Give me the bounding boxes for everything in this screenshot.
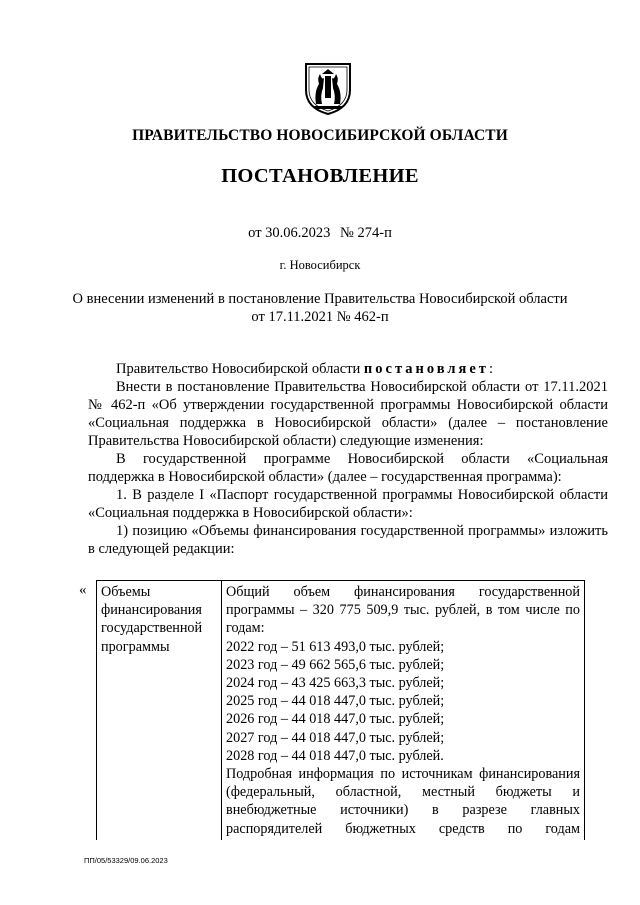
- body-paragraph-2: Внести в постановление Правительства Новосибирской области от 17.11.2021 № 462-п «Об утверждении государственной программы Новосибирской области «Социальная поддержка в Новосибирской области» (далее – постановление Правительства Новосибирской области) следующие изменения:: [88, 379, 608, 449]
- year-line: 2027 год – 44 018 447,0 тыс. рублей;: [226, 729, 445, 746]
- label-line: Объемы: [101, 584, 151, 600]
- table-label-cell: [97, 581, 222, 840]
- passport-table-block: [79, 580, 609, 837]
- body-paragraph-3: В государственной программе Новосибирской области «Социальная поддержка в Новосибирской области» (далее – государственная программа):: [88, 451, 608, 485]
- document-body: [88, 360, 608, 558]
- document-date: от 30.06.2023: [248, 225, 331, 241]
- year-line: 2025 год – 44 018 447,0 тыс. рублей;: [226, 693, 445, 710]
- financing-detail: Подробная информация по источникам финансирования (федеральный, областной, местный бюджеты и внебюджетные источники) в разрезе главных распорядителей бюджетных средств по годам: [226, 766, 580, 837]
- coat-of-arms-icon: [302, 60, 354, 116]
- footer-code: ПП/05/53329/09.06.2023: [84, 856, 168, 865]
- financing-intro: Общий объем финансирования государственной программы – 320 775 509,9 тыс. рублей, в том числе по годам:: [226, 584, 580, 637]
- p1-end: :: [488, 361, 493, 377]
- p1-action: постановляет: [363, 361, 489, 377]
- year-line: 2022 год – 51 613 493,0 тыс. рублей;: [226, 638, 445, 655]
- body-paragraph-1: [88, 360, 608, 378]
- document-number: № 274-п: [340, 225, 392, 241]
- table-row: [97, 581, 585, 840]
- year-line: 2023 год – 49 662 565,6 тыс. рублей;: [226, 656, 445, 673]
- document-date-number: [0, 225, 640, 242]
- document-city: г. Новосибирск: [279, 258, 361, 272]
- label-line: финансирования: [101, 602, 202, 619]
- label-line: программы: [101, 638, 170, 655]
- year-line: 2026 год – 44 018 447,0 тыс. рублей;: [226, 711, 445, 728]
- year-line: 2028 год – 44 018 447,0 тыс. рублей.: [226, 747, 444, 764]
- document-type: ПОСТАНОВЛЕНИЕ: [221, 165, 419, 187]
- passport-table: [96, 580, 585, 840]
- document-subject: [0, 290, 640, 326]
- table-value-cell: [222, 581, 585, 840]
- p1-lead: Правительство Новосибирской области: [116, 361, 361, 377]
- open-quote: «: [79, 582, 87, 598]
- body-paragraph-5: 1) позицию «Объемы финансирования государственной программы» изложить в следующей редакции:: [88, 523, 608, 557]
- body-paragraph-4: 1. В разделе I «Паспорт государственной программы Новосибирской области «Социальная поддержка в Новосибирской области»:: [88, 487, 608, 521]
- subject-line-1: О внесении изменений в постановление Правительства Новосибирской области: [72, 291, 568, 307]
- government-title: ПРАВИТЕЛЬСТВО НОВОСИБИРСКОЙ ОБЛАСТИ: [132, 127, 508, 144]
- year-line: 2024 год – 43 425 663,3 тыс. рублей;: [226, 675, 445, 692]
- label-line: государственной: [101, 620, 203, 637]
- subject-line-2: от 17.11.2021 № 462-п: [251, 309, 389, 325]
